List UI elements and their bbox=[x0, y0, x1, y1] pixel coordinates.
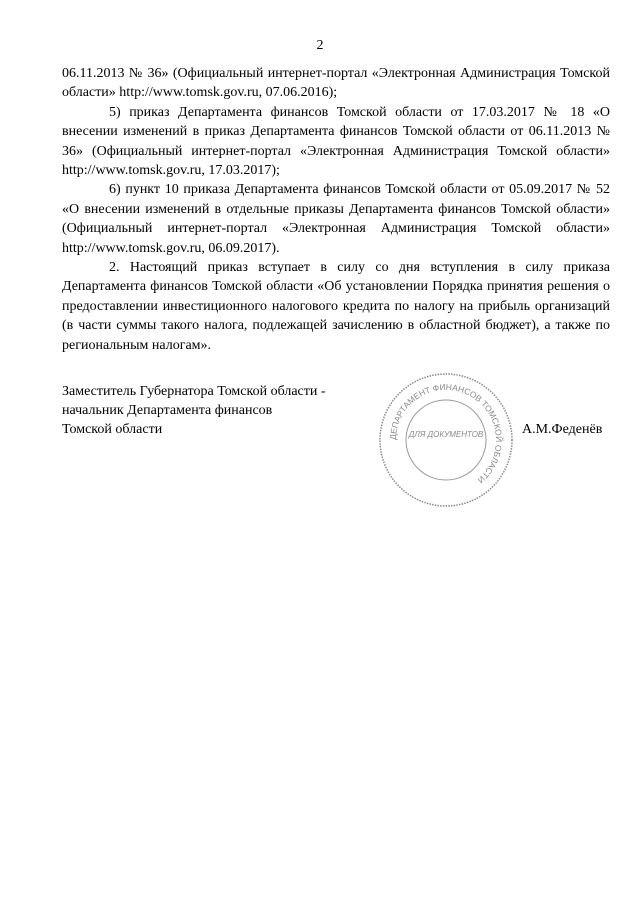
paragraph-continuation: 06.11.2013 № 36» (Официальный интернет-портал «Электронная Администрация Томской области» http://www.tomsk.gov.ru, 07.06.2016); bbox=[62, 66, 610, 101]
paragraph-clause-2: 2. Настоящий приказ вступает в силу со дня вступления в силу приказа Департамента финансов Томской области «Об установлении Порядка принятия решения о предоставлении инвестиционного налогового кредита по налогу на прибыль организаций (в части суммы такого налога, подлежащей зачислению в областной бюджет), а также по региональным налогам». bbox=[62, 260, 610, 353]
stamp-outer-text: ДЕПАРТАМЕНТ ФИНАНСОВ ТОМСКОЙ ОБЛАСТИ bbox=[387, 381, 505, 486]
signature-title-line: Томской области bbox=[62, 422, 163, 437]
signature-title-line: Заместитель Губернатора Томской области - bbox=[62, 384, 326, 399]
signature-title bbox=[62, 382, 382, 439]
paragraph-item-6: 6) пункт 10 приказа Департамента финансов Томской области от 05.09.2017 № 52 «О внесении изменений в отдельные приказы Департамента финансов Томской области» (Официальный интернет-портал «Электронная Администрация Томской области» http://www.tomsk.gov.ru, 06.09.2017). bbox=[62, 182, 610, 256]
page-number: 2 bbox=[316, 38, 324, 53]
official-stamp bbox=[376, 370, 516, 510]
signature-title-line: начальник Департамента финансов bbox=[62, 403, 273, 418]
stamp-inner-text: ДЛЯ ДОКУМЕНТОВ bbox=[408, 430, 484, 439]
document-body bbox=[62, 64, 610, 355]
signer-name: А.М.Феденёв bbox=[522, 422, 603, 437]
paragraph-item-5: 5) приказ Департамента финансов Томской области от 17.03.2017 № 18 «О внесении изменений в приказ Департамента финансов Томской области от 06.11.2013 № 36» (Официальный интернет-портал «Электронная Администрация Томской области» http://www.tomsk.gov.ru, 17.03.2017); bbox=[62, 104, 610, 179]
